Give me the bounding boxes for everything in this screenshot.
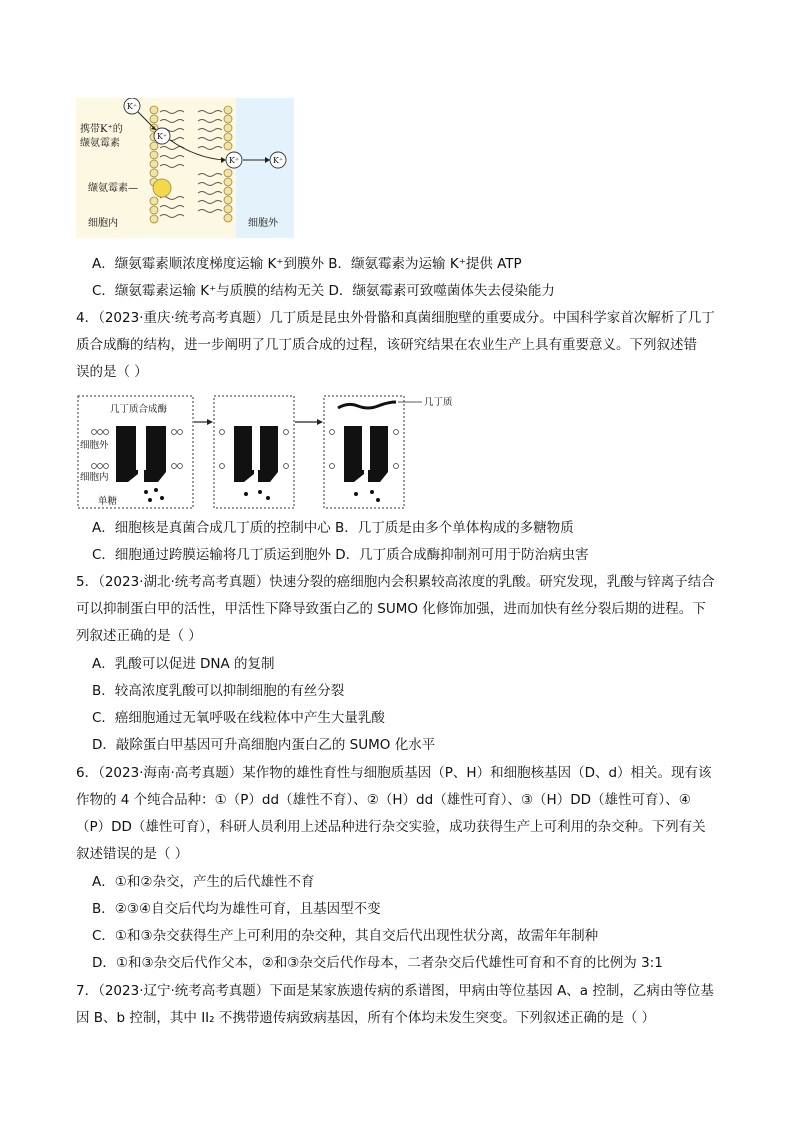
q4-stem: 4．（2023·重庆·统考高考真题）几丁质是昆虫外骨骼和真菌细胞壁的重要成分。中国科学家首次解析了几丁 xyxy=(76,310,715,326)
q5-stem: 5．（2023·湖北·统考高考真题）快速分裂的癌细胞内会积累较高浓度的乳酸。研究发现，乳酸与锌离子结合 xyxy=(76,574,715,590)
q3-option-ab: A．缬氨霉素顺浓度梯度运输 K⁺到膜外 B．缬氨霉素为运输 K⁺提供 ATP xyxy=(92,256,522,272)
q5-option-c: C．癌细胞通过无氧呼吸在线粒体中产生大量乳酸 xyxy=(92,710,385,726)
valinomycin-label: 缬氨霉素— xyxy=(88,183,138,194)
q4-option-cd: C．细胞通过跨膜运输将几丁质运到胞外 D．几丁质合成酶抑制剂可用于防治病虫害 xyxy=(92,547,589,563)
outside-label: 细胞外 xyxy=(248,218,278,229)
q3-option-cd: C．缬氨霉素运输 K⁺与质膜的结构无关 D．缬氨霉素可致噬菌体失去侵染能力 xyxy=(92,283,555,299)
chitin-label: 几丁质 xyxy=(424,397,453,408)
q5-option-a: A．乳酸可以促进 DNA 的复制 xyxy=(92,656,275,672)
inside-label: 细胞内 xyxy=(88,218,118,229)
inside-label: 细胞内 xyxy=(80,472,109,483)
outside-label: 细胞外 xyxy=(80,440,109,451)
q5-stem: 列叙述正确的是（ ） xyxy=(76,628,202,644)
q6-stem: 6．（2023·海南·高考真题）某作物的雄性育性与细胞质基因（P、H）和细胞核基因（D、d）相关。现有该 xyxy=(76,765,712,781)
q4-stem: 误的是（ ） xyxy=(76,364,148,380)
q5-option-b: B．较高浓度乳酸可以抑制细胞的有丝分裂 xyxy=(92,683,345,699)
carrier-label: 携带K⁺的 xyxy=(80,124,123,135)
q6-stem: 叙述错误的是（ ） xyxy=(76,846,189,862)
q6-option-d: D．①和③杂交后代作父本，②和③杂交后代作母本，二者杂交后代雄性可育和不育的比例为 3:1 xyxy=(92,955,663,971)
q5-option-d: D．敲除蛋白甲基因可升高细胞内蛋白乙的 SUMO 化水平 xyxy=(92,737,436,753)
enzyme-label: 几丁质合成酶 xyxy=(110,404,168,415)
monomer-label: 单糖 xyxy=(98,496,118,507)
q4-stem: 质合成酶的结构，进一步阐明了几丁质合成的过程，该研究结果在农业生产上具有重要意义。下列叙述错 xyxy=(76,337,697,353)
k-ion-label: K⁺ xyxy=(126,102,138,111)
q6-option-a: A．①和②杂交，产生的后代雄性不育 xyxy=(92,874,315,890)
chitin-synthase-figure xyxy=(76,394,466,512)
q6-option-b: B．②③④自交后代均为雄性可育，且基因型不变 xyxy=(92,901,381,917)
q7-stem: 7．（2023·辽宁·统考高考真题）下面是某家族遗传病的系谱图，甲病由等位基因 A、a 控制，乙病由等位基 xyxy=(76,983,714,999)
k-ion-label: K⁺ xyxy=(228,156,240,165)
q6-option-c: C．①和③杂交获得生产上可利用的杂交种，其自交后代出现性状分离，故需年年制种 xyxy=(92,928,599,944)
q7-stem: 因 B、b 控制，其中 II₂ 不携带遗传病致病基因，所有个体均未发生突变。下列叙述正确的是（ ） xyxy=(76,1010,656,1026)
q5-stem: 可以抑制蛋白甲的活性，甲活性下降导致蛋白乙的 SUMO 化修饰加强，进而加快有丝分裂后期的进程。下 xyxy=(76,601,706,617)
carrier-label: 缬氨霉素 xyxy=(80,138,120,149)
q6-stem: （P）DD（雄性可育），科研人员利用上述品种进行杂交实验，成功获得生产上可利用的杂交种。下列有关 xyxy=(76,819,706,835)
q4-option-ab: A．细胞核是真菌合成几丁质的控制中心 B．几丁质是由多个单体构成的多糖物质 xyxy=(92,520,574,536)
q6-stem: 作物的 4 个纯合品种：①（P）dd（雄性不育）、②（H）dd（雄性可育）、③（H）DD（雄性可育）、④ xyxy=(76,792,691,808)
valinomycin-figure xyxy=(76,98,294,238)
k-ion-label: K⁺ xyxy=(156,132,168,141)
k-ion-label: K⁺ xyxy=(272,156,284,165)
